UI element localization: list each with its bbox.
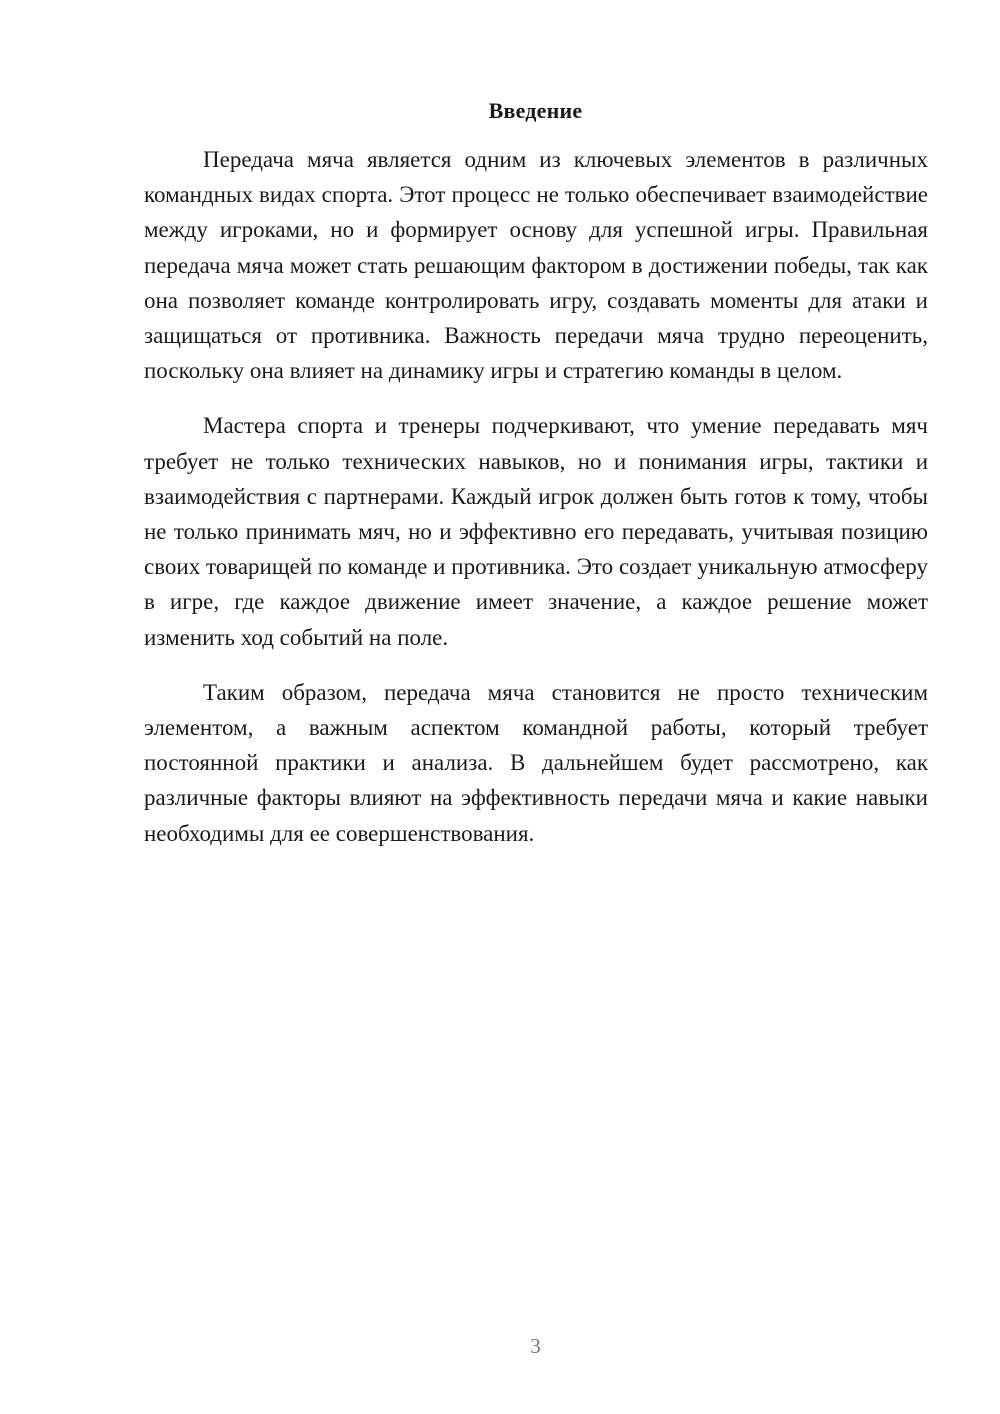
body-text (144, 142, 928, 851)
paragraph-3: Таким образом, передача мяча становится не просто техническим элементом, а важным аспектом командной работы, который требует постоянной практики и анализа. В дальнейшем будет рассмотрено, как различные факторы влияют на эффективность передачи мяча и какие навыки необходимы для ее совершенствования. (144, 679, 928, 846)
page-number: 3 (530, 1334, 541, 1358)
section-title: Введение (488, 98, 583, 123)
paragraph-2: Мастера спорта и тренеры подчеркивают, что умение передавать мяч требует не только технических навыков, но и понимания игры, тактики и взаимодействия с партнерами. Каждый игрок должен быть готов к тому, чтобы не только принимать мяч, но и эффективно его передавать, учитывая позицию своих товарищей по команде и противника. Это создает уникальную атмосферу в игре, где каждое движение имеет значение, а каждое решение может изменить ход событий на поле. (144, 413, 928, 650)
paragraph-1: Передача мяча является одним из ключевых элементов в различных командных видах спорта. Этот процесс не только обеспечивает взаимодействие между игроками, но и формирует основу для успешной игры. Правильная передача мяча может стать решающим фактором в достижении победы, так как она позволяет команде контролировать игру, создавать моменты для атаки и защищаться от противника. Важность передачи мяча трудно переоценить, поскольку она влияет на динамику игры и стратегию команды в целом. (144, 147, 928, 384)
